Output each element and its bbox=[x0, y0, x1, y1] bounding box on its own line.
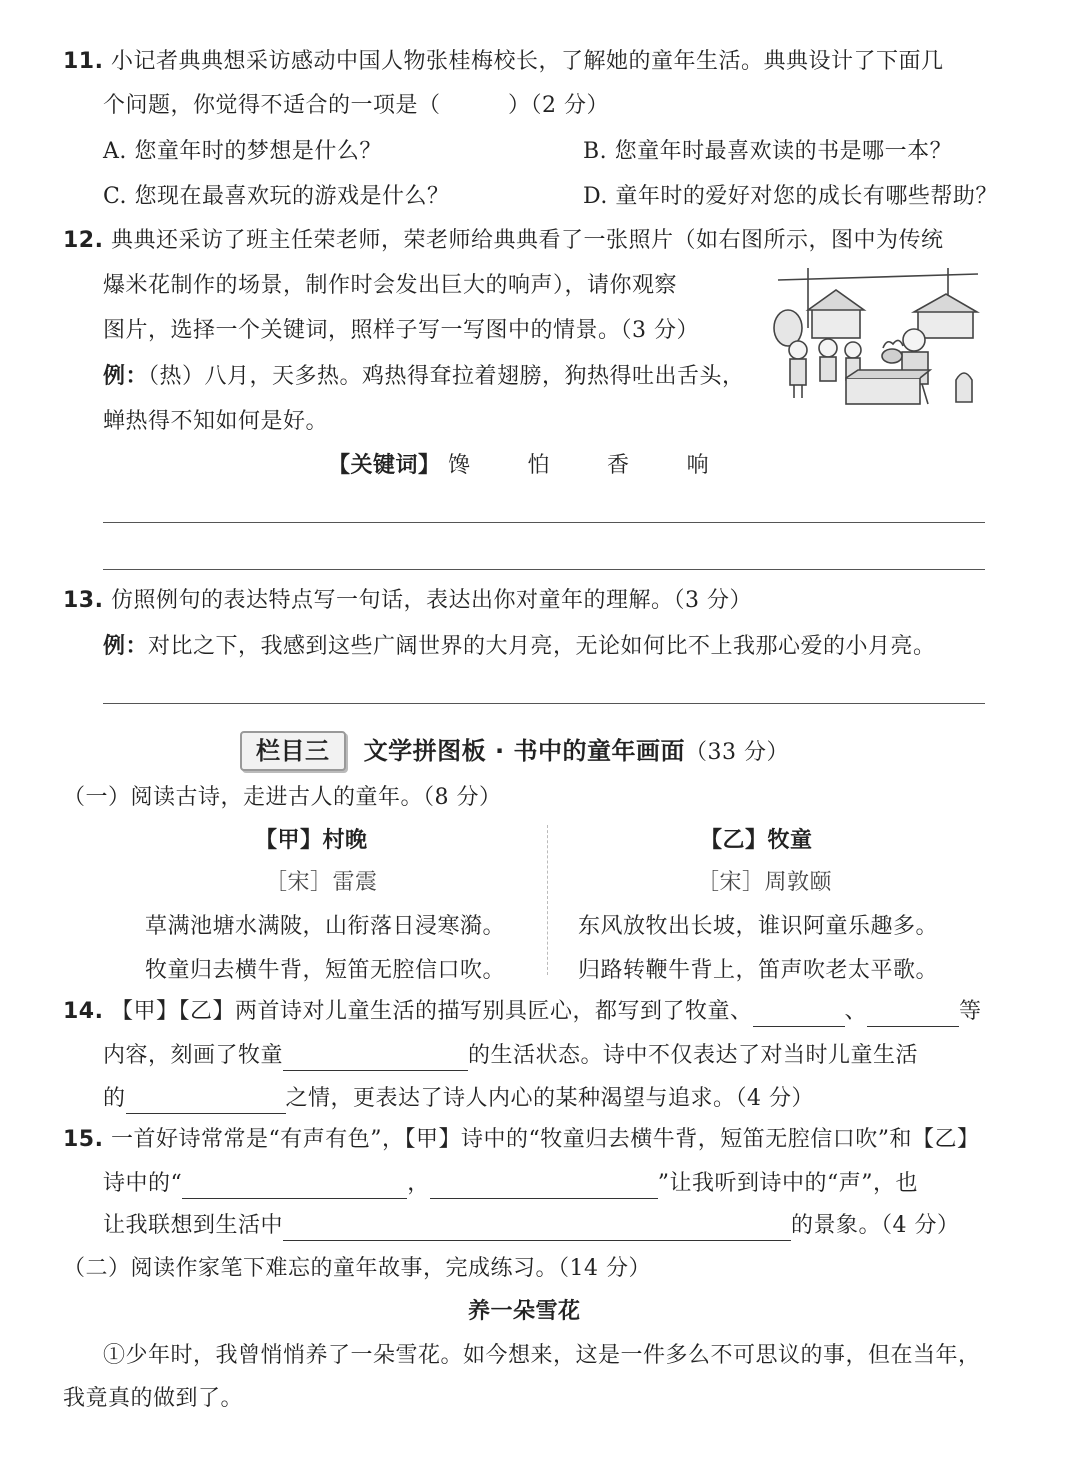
q12-example-1 bbox=[103, 362, 745, 392]
answer-line-2[interactable] bbox=[103, 569, 985, 570]
q15-text-2b: ， bbox=[407, 1171, 430, 1196]
roof-left bbox=[808, 290, 864, 310]
roof-right bbox=[914, 294, 977, 312]
q14-text-1b: 、 bbox=[844, 999, 868, 1024]
child1-body bbox=[790, 359, 806, 385]
poem-divider bbox=[547, 825, 548, 975]
sack bbox=[956, 373, 972, 402]
q13-example-label: 例： bbox=[103, 634, 149, 659]
poem-a-title: 【甲】村晚 bbox=[255, 828, 368, 853]
q11-option-c[interactable]: C. 您现在最喜欢玩的游戏是什么？ bbox=[103, 184, 450, 209]
poem-b-line1: 东风放牧出长坡，谁识阿童乐趣多。 bbox=[578, 914, 939, 939]
q15-text-3a: 让我联想到生活中 bbox=[103, 1213, 284, 1238]
q12-example-label: 例： bbox=[103, 364, 149, 389]
q15-text-1: 一首好诗常常是“有声有色”，【甲】诗中的“牧童归去横牛背，短笛无腔信口吹”和【乙】 bbox=[110, 1127, 980, 1152]
q12-example-text-1: （热）八月，天多热。鸡热得耷拉着翅膀，狗热得吐出舌头， bbox=[148, 364, 745, 389]
poem-b-title: 【乙】牧童 bbox=[700, 828, 813, 853]
q14-line2 bbox=[103, 1041, 918, 1071]
q14-blank-1[interactable] bbox=[753, 1004, 845, 1027]
poem-a-line2: 牧童归去横牛背，短笛无腔信口吹。 bbox=[145, 958, 506, 983]
q15-number: 15. bbox=[63, 1127, 104, 1152]
child1-head bbox=[789, 341, 807, 359]
house-right bbox=[918, 310, 973, 338]
man-head bbox=[903, 329, 925, 351]
q12-keyword-4: 响 bbox=[686, 453, 710, 478]
q12-example-text-2: 蝉热得不知如何是好。 bbox=[103, 409, 329, 434]
q11-option-d[interactable]: D. 童年时的爱好对您的成长有哪些帮助？ bbox=[583, 184, 998, 209]
q15-text-3b: 的景象。（4 分） bbox=[791, 1213, 960, 1238]
q13-example-text: 对比之下，我感到这些广阔世界的大月亮，无论如何比不上我那心爱的小月亮。 bbox=[148, 634, 936, 659]
q12-text-3: 图片，选择一个关键词，照样子写一写图中的情景。（3 分） bbox=[103, 318, 699, 343]
q13-text-1: 仿照例句的表达特点写一句话，表达出你对童年的理解。（3 分） bbox=[110, 588, 752, 613]
q14-number: 14. bbox=[63, 999, 104, 1024]
poem-a-line1: 草满池塘水满陂，山衔落日浸寒漪。 bbox=[145, 914, 506, 939]
child2-body bbox=[820, 357, 836, 381]
house-left bbox=[812, 308, 860, 338]
q14-text-2b: 的生活状态。诗中不仅表达了对当时儿童生活 bbox=[468, 1043, 919, 1068]
q15-blank-2[interactable] bbox=[430, 1176, 658, 1199]
story-para1-line2: 我竟真的做到了。 bbox=[63, 1386, 244, 1411]
part1-heading: （一）阅读古诗，走进古人的童年。（8 分） bbox=[63, 785, 502, 810]
q14-text-1c: 等 bbox=[959, 999, 982, 1024]
q15-text-2a: 诗中的“ bbox=[103, 1171, 183, 1196]
q12-line1 bbox=[63, 226, 944, 256]
q14-blank-3[interactable] bbox=[283, 1048, 468, 1071]
q12-keyword-label: 【关键词】 bbox=[328, 453, 441, 478]
q12-keyword-2: 怕 bbox=[527, 453, 551, 478]
q15-blank-1[interactable] bbox=[182, 1176, 407, 1199]
q13-example bbox=[103, 632, 936, 662]
q13-number: 13. bbox=[63, 588, 104, 613]
story-para1-line1: ①少年时，我曾悄悄养了一朵雪花。如今想来，这是一件多么不可思议的事，但在当年， bbox=[103, 1343, 981, 1368]
poem-b-line2: 归路转鞭牛背上，笛声吹老太平歌。 bbox=[578, 958, 939, 983]
q12-keyword-1: 馋 bbox=[448, 453, 471, 478]
q11-text-1: 小记者典典想采访感动中国人物张桂梅校长，了解她的童年生活。典典设计了下面几 bbox=[110, 49, 944, 74]
popcorn-box bbox=[846, 378, 920, 404]
q14-line3 bbox=[103, 1084, 814, 1114]
q15-text-2c: ”让我听到诗中的“声”，也 bbox=[657, 1171, 919, 1196]
q11-line1 bbox=[63, 47, 944, 77]
q14-text-1a: 【甲】【乙】两首诗对儿童生活的描写别具匠心，都写到了牧童、 bbox=[110, 999, 753, 1024]
q12-text-2: 爆米花制作的场景，制作时会发出巨大的响声），请你观察 bbox=[103, 273, 678, 298]
child3-head bbox=[845, 342, 861, 358]
q14-line1 bbox=[63, 997, 982, 1027]
poem-b-author: ［宋］周敦颐 bbox=[697, 870, 833, 895]
popcorn-scene-illustration bbox=[768, 268, 988, 416]
q12-number: 12. bbox=[63, 228, 104, 253]
q11-option-b[interactable]: B. 您童年时最喜欢读的书是哪一本？ bbox=[583, 139, 953, 164]
section3-score: （33 分） bbox=[684, 740, 789, 765]
q15-line3 bbox=[103, 1211, 960, 1241]
q14-text-3b: 之情，更表达了诗人内心的某种渴望与追求。（4 分） bbox=[285, 1086, 815, 1111]
q15-line1 bbox=[63, 1125, 979, 1155]
section3-title: 文学拼图板 · 书中的童年画面 bbox=[363, 737, 685, 765]
q13-line1 bbox=[63, 586, 752, 616]
part2-heading: （二）阅读作家笔下难忘的童年故事，完成练习。（14 分） bbox=[63, 1256, 651, 1281]
q14-blank-2[interactable] bbox=[867, 1004, 959, 1027]
q15-blank-3[interactable] bbox=[283, 1218, 791, 1241]
q14-blank-4[interactable] bbox=[126, 1091, 286, 1114]
section3-tag: 栏目三 bbox=[240, 731, 346, 771]
answer-line-1[interactable] bbox=[103, 522, 985, 523]
q11-number: 11. bbox=[63, 49, 104, 74]
q14-text-2a: 内容，刻画了牧童 bbox=[103, 1043, 284, 1068]
child2-head bbox=[819, 339, 837, 357]
answer-line-3[interactable] bbox=[103, 703, 985, 704]
section3-header bbox=[240, 731, 789, 771]
q14-text-3a: 的 bbox=[103, 1086, 126, 1111]
q11-option-a[interactable]: A. 您童年时的梦想是什么？ bbox=[103, 139, 382, 164]
q12-keywords bbox=[328, 451, 709, 481]
q12-text-1: 典典还采访了班主任荣老师，荣老师给典典看了一张照片（如右图所示，图中为传统 bbox=[110, 228, 944, 253]
q12-keyword-3: 香 bbox=[607, 453, 630, 478]
q11-text-2: 个问题，你觉得不适合的一项是（ ）（2 分） bbox=[103, 93, 609, 118]
q15-line2 bbox=[103, 1169, 918, 1199]
smoke bbox=[883, 340, 903, 348]
poem-a-author: ［宋］雷震 bbox=[265, 870, 378, 895]
story-title: 养一朵雪花 bbox=[468, 1299, 581, 1324]
popcorn-cannon bbox=[882, 349, 902, 363]
